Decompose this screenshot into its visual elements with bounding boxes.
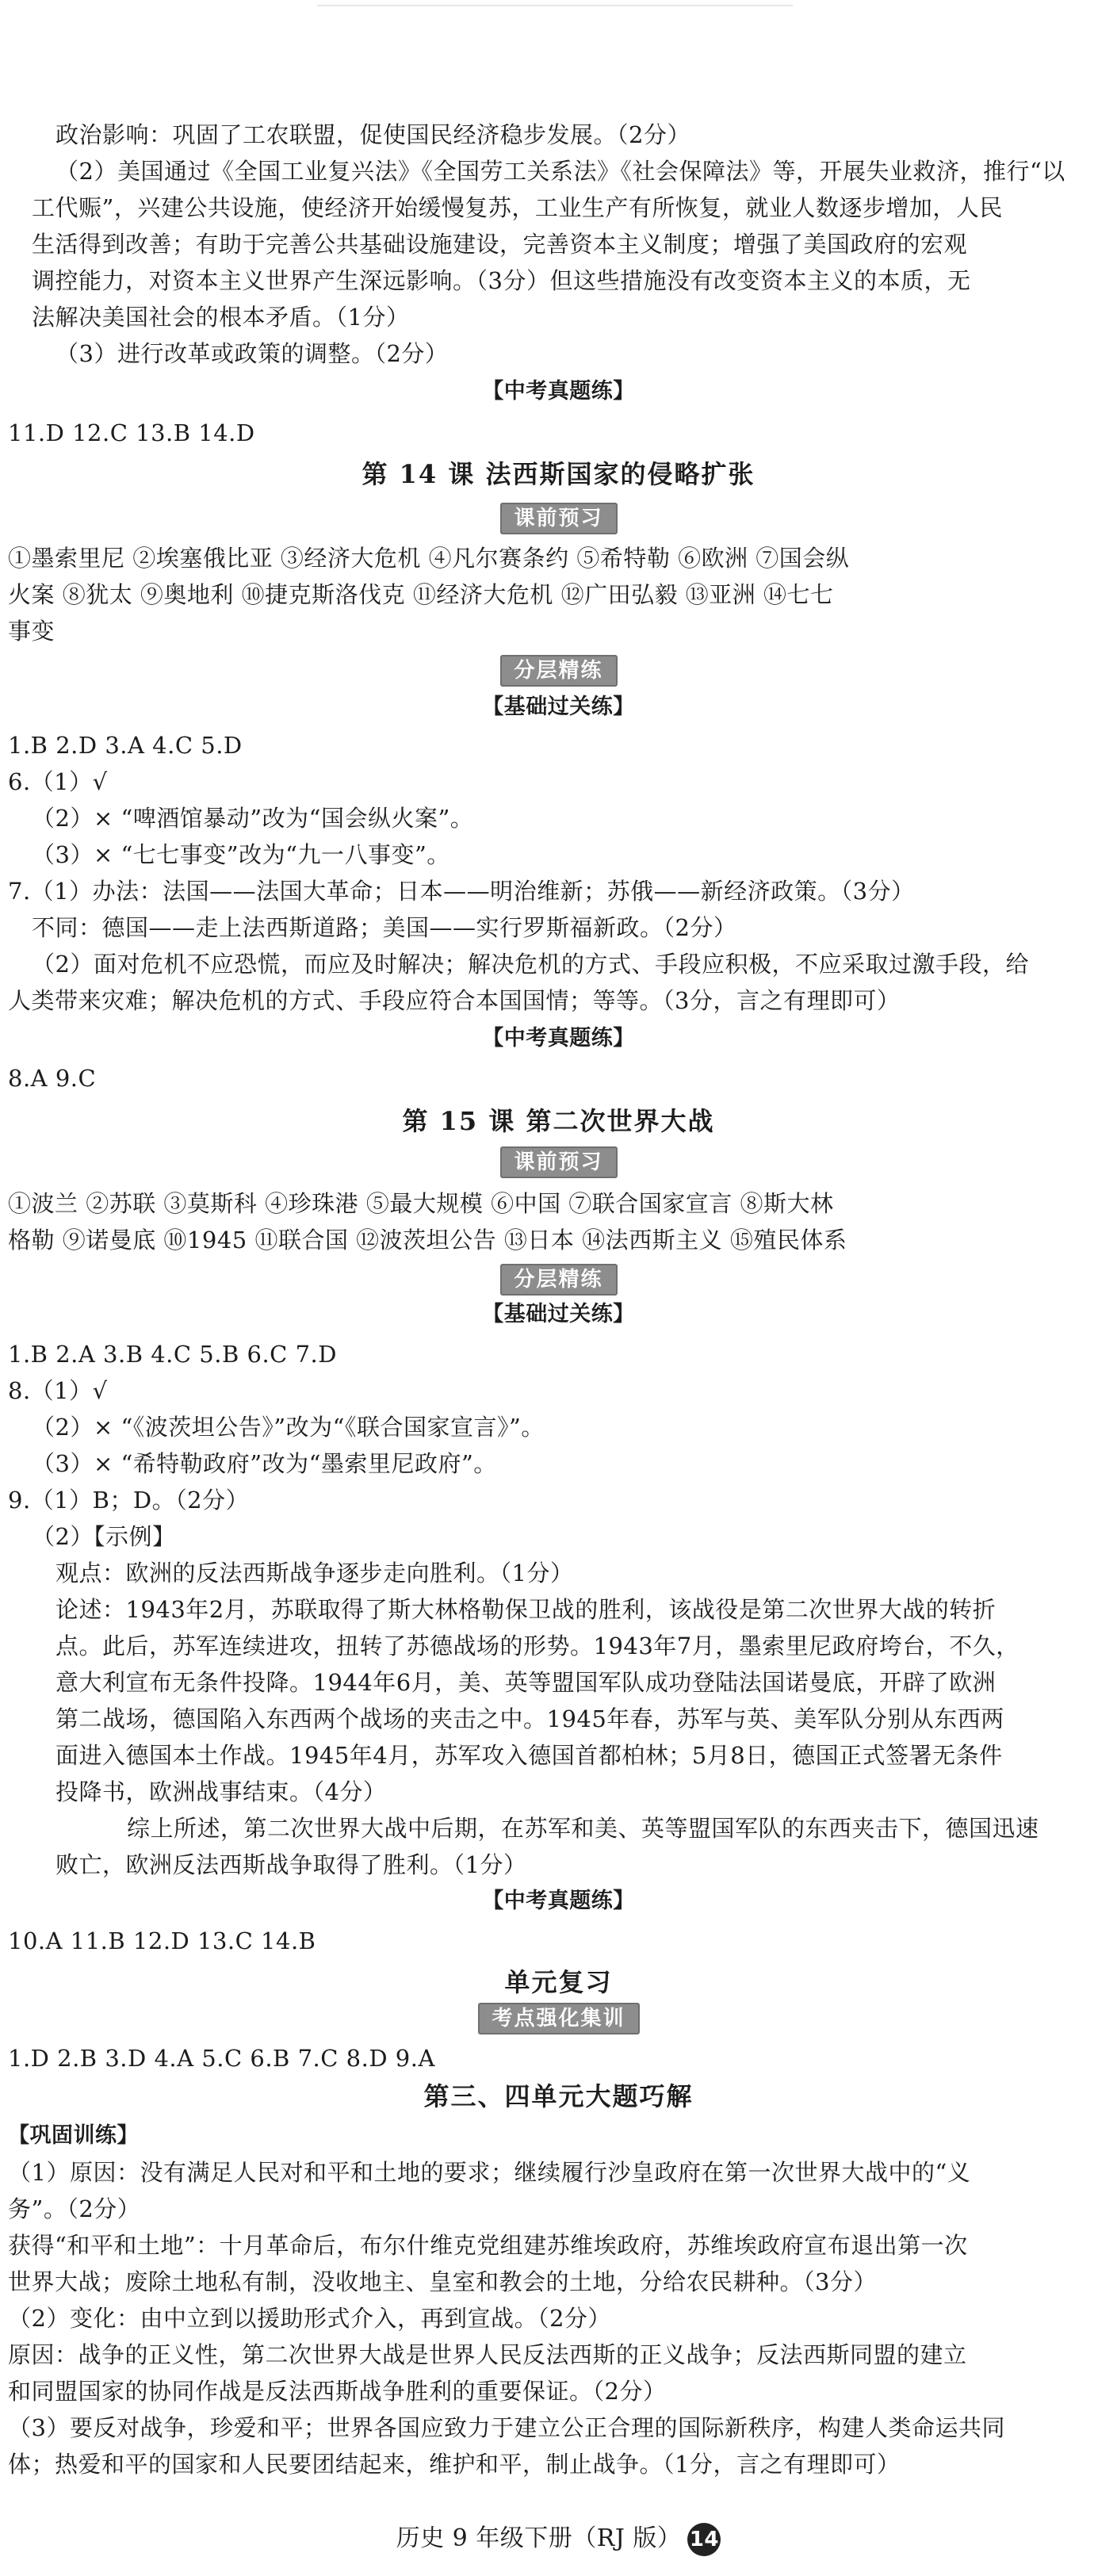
page-footer [0, 2521, 1117, 2556]
text-line: 法解决美国社会的根本矛盾。（1分） [32, 304, 410, 331]
answer-line: （2）变化：由中立到以援助形式介入，再到宣战。（2分） [8, 2305, 611, 2332]
preview-line: 事变 [8, 618, 55, 645]
text-line: 生活得到改善；有助于完善公共基础设施建设，完善资本主义制度；增强了美国政府的宏观 [32, 231, 968, 258]
answer-line: （3）× “希特勒政府”改为“墨索里尼政府”。 [32, 1450, 497, 1477]
section-heading: 【中考真题练】 [482, 1889, 635, 1913]
tag-preview: 课前预习 [499, 1146, 617, 1178]
answer-line: 9.（1）B；D。（2分） [8, 1487, 250, 1514]
answer-line: 11.D 12.C 13.B 14.D [8, 419, 255, 446]
answer-line: 意大利宣布无条件投降。1944年6月，美、英等盟国军队成功登陆法国诺曼底，开辟了欧洲 [55, 1669, 997, 1696]
tag-preview: 课前预习 [499, 503, 617, 534]
answer-line: 和同盟国家的协同作战是反法西斯战争胜利的重要保证。（2分） [8, 2378, 667, 2405]
text-line: 工代赈”，兴建公共设施，使经济开始缓慢复苏，工业生产有所恢复，就业人数逐步增加，人民 [32, 194, 1003, 221]
answer-line: 8.（1）√ [8, 1377, 108, 1404]
text-line: （2）美国通过《全国工业复兴法》《全国劳工关系法》《社会保障法》等，开展失业救济，推行“以 [55, 158, 1065, 185]
preview-line: ①墨索里尼 ②埃塞俄比亚 ③经济大危机 ④凡尔赛条约 ⑤希特勒 ⑥欧洲 ⑦国会纵 [8, 545, 850, 572]
answer-line: 获得“和平和土地”：十月革命后，布尔什维克党组建苏维埃政府，苏维埃政府宣布退出第一次 [8, 2232, 968, 2259]
answer-line: （2）【示例】 [32, 1523, 176, 1550]
answer-line: 8.A 9.C [8, 1065, 97, 1092]
answer-line: （2）× “《波茨坦公告》”改为“《联合国家宣言》”。 [32, 1414, 545, 1441]
answer-line: 第二战场，德国陷入东西两个战场的夹击之中。1945年春，苏军与英、美军队分别从东西两 [55, 1705, 1004, 1732]
footer-text: 历史 9 年级下册（RJ 版） [396, 2524, 682, 2552]
answer-line: 1.B 2.D 3.A 4.C 5.D [8, 732, 243, 759]
section-heading: 【基础过关练】 [482, 695, 635, 719]
answer-line: 1.B 2.A 3.B 4.C 5.B 6.C 7.D [8, 1341, 337, 1368]
answer-line: 世界大战；废除土地私有制，没收地主、皇室和教会的土地，分给农民耕种。（3分） [8, 2268, 877, 2295]
text-line: 调控能力，对资本主义世界产生深远影响。（3分）但这些措施没有改变资本主义的本质，无 [32, 267, 971, 294]
answer-line: 7.（1）办法：法国——法国大革命；日本——明治维新；苏俄——新经济政策。（3分） [8, 878, 915, 905]
answer-line: 6.（1）√ [8, 768, 108, 795]
answer-line: 败亡，欧洲反法西斯战争取得了胜利。（1分） [55, 1851, 527, 1878]
preview-line: 格勒 ⑨诺曼底 ⑩1945 ⑪联合国 ⑫波茨坦公告 ⑬日本 ⑭法西斯主义 ⑮殖民体系 [8, 1227, 847, 1254]
answer-line: （2）× “啤酒馆暴动”改为“国会纵火案”。 [32, 805, 474, 832]
preview-line: 火案 ⑧犹太 ⑨奥地利 ⑩捷克斯洛伐克 ⑪经济大危机 ⑫广田弘毅 ⑬亚洲 ⑭七七 [8, 581, 834, 608]
preview-line: ①波兰 ②苏联 ③莫斯科 ④珍珠港 ⑤最大规模 ⑥中国 ⑦联合国家宣言 ⑧斯大林 [8, 1190, 834, 1217]
answer-line: 原因：战争的正义性，第二次世界大战是世界人民反法西斯的正义战争；反法西斯同盟的建立 [8, 2341, 967, 2368]
answer-line: 人类带来灾难；解决危机的方式、手段应符合本国国情；等等。（3分，言之有理即可） [8, 987, 901, 1014]
bigq-title: 第三、四单元大题巧解 [423, 2081, 694, 2111]
answer-line: 1.D 2.B 3.D 4.A 5.C 6.B 7.C 8.D 9.A [8, 2045, 435, 2072]
text-line: 政治影响：巩固了工农联盟，促使国民经济稳步发展。（2分） [55, 121, 690, 148]
answer-line: （3）× “七七事变”改为“九一八事变”。 [32, 841, 450, 868]
section-heading: 【巩固训练】 [8, 2123, 139, 2148]
answer-line: 投降书，欧洲战事结束。（4分） [55, 1778, 387, 1805]
tag-practice: 分层精练 [499, 1264, 617, 1296]
text-line: （3）进行改革或政策的调整。（2分） [55, 340, 449, 367]
page-number-badge: 14 [687, 2523, 721, 2556]
answer-line: 10.A 11.B 12.D 13.C 14.B [8, 1927, 316, 1954]
section-heading: 【中考真题练】 [482, 1026, 635, 1051]
lesson-title: 第 15 课 第二次世界大战 [402, 1106, 715, 1136]
answer-line: 体；热爱和平的国家和人民要团结起来，维护和平，制止战争。（1分，言之有理即可） [8, 2451, 901, 2478]
tag-practice: 分层精练 [499, 655, 617, 687]
section-heading: 【中考真题练】 [482, 379, 635, 404]
answer-line: 观点：欧洲的反法西斯战争逐步走向胜利。（1分） [55, 1560, 574, 1587]
top-rule [317, 5, 793, 6]
tag-review: 考点强化集训 [477, 2003, 639, 2034]
answer-line: 论述：1943年2月，苏联取得了斯大林格勒保卫战的胜利，该战役是第二次世界大战的转折 [55, 1596, 997, 1623]
answer-line: 点。此后，苏军连续进攻，扭转了苏德战场的形势。1943年7月，墨索里尼政府垮台，不久， [55, 1632, 1019, 1659]
answer-line: 不同：德国——走上法西斯道路；美国——实行罗斯福新政。（2分） [32, 914, 737, 941]
answer-line: 综上所述，第二次世界大战中后期，在苏军和美、英等盟国军队的东西夹击下，德国迅速 [127, 1815, 1039, 1842]
answer-line: 面进入德国本土作战。1945年4月，苏军攻入德国首都柏林；5月8日，德国正式签署无条件 [55, 1742, 1003, 1769]
section-heading: 【基础过关练】 [482, 1302, 635, 1326]
review-title: 单元复习 [504, 1967, 613, 1997]
answer-line: （1）原因：没有满足人民对和平和土地的要求；继续履行沙皇政府在第一次世界大战中的“义 [8, 2159, 971, 2186]
answer-line: 务”。（2分） [8, 2195, 141, 2222]
answer-line: （2）面对危机不应恐慌，而应及时解决；解决危机的方式、手段应积极，不应采取过激手段，给 [32, 951, 1029, 978]
answer-line: （3）要反对战争，珍爱和平；世界各国应致力于建立公正合理的国际新秩序，构建人类命运共同 [8, 2414, 1005, 2441]
lesson-title: 第 14 课 法西斯国家的侵略扩张 [361, 459, 756, 489]
